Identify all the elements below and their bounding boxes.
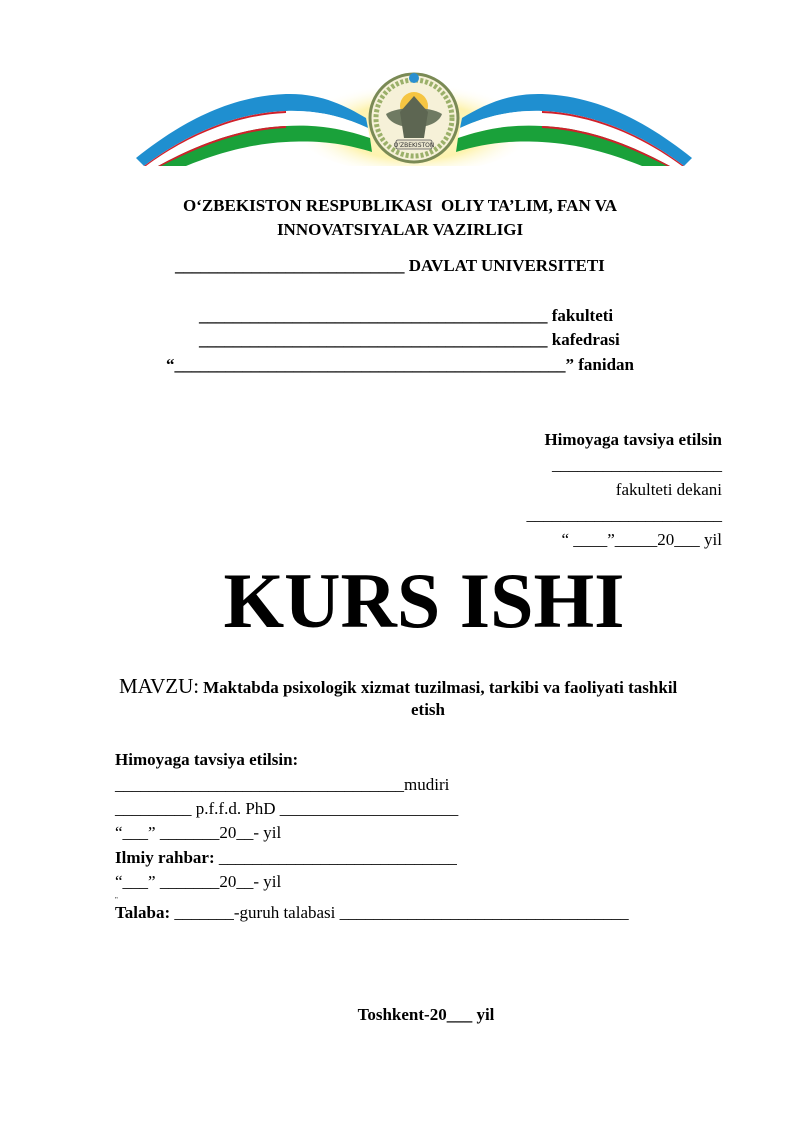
city-year: Toshkent-20___ yil [357, 1005, 495, 1024]
student-label: Talaba: [115, 903, 171, 922]
topic-line-1 [119, 674, 677, 699]
student-line [115, 903, 629, 923]
subject-line: “______________________________________________” fanidan [166, 355, 634, 374]
defense-heading: Himoyaga tavsiya etilsin: [115, 750, 299, 769]
student-signature-line: _______-guruh talabasi __________________________________ [170, 903, 629, 922]
small-mark: " [115, 896, 118, 904]
university-line: ___________________________ DAVLAT UNIVERSITETI [175, 256, 605, 275]
dean-label: fakulteti dekani [615, 480, 722, 499]
approval-title: Himoyaga tavsiya etilsin [544, 430, 722, 449]
document-title: KURS ISHI [223, 557, 625, 644]
defense-date-1: “___” _______20__- yil [115, 823, 282, 842]
advisor-signature-line: ____________________________ [214, 848, 457, 867]
ministry-line-1: O‘ZBEKISTON RESPUBLIKASI OLIY TA’LIM, FAN VA [182, 196, 618, 215]
faculty-line: _________________________________________ fakulteti [199, 306, 614, 325]
defense-date-2: “___” _______20__- yil [115, 872, 282, 891]
advisor-line [115, 848, 457, 868]
ministry-line-2: INNOVATSIYALAR VAZIRLIGI [276, 220, 524, 239]
topic-text: Maktabda psixologik xizmat tuzilmasi, tarkibi va faoliyati tashkil [203, 678, 678, 697]
advisor-label: Ilmiy rahbar: [115, 848, 215, 867]
head-line: __________________________________mudiri [115, 775, 450, 794]
topic-line-2: etish [411, 700, 445, 719]
topic-label: MAVZU: [119, 674, 200, 698]
approval-signature-line: ____________________ [552, 455, 722, 474]
department-line: _________________________________________ kafedrasi [199, 330, 620, 349]
uzbekistan-emblem-flag-image [136, 66, 692, 166]
emblem-text: O'ZBEKISTON [393, 142, 435, 149]
degree-line: _________ p.f.f.d. PhD _____________________ [115, 799, 459, 818]
approval-date: “ ____”_____20___ yil [561, 530, 722, 549]
dean-signature-line: _______________________ [526, 505, 722, 524]
